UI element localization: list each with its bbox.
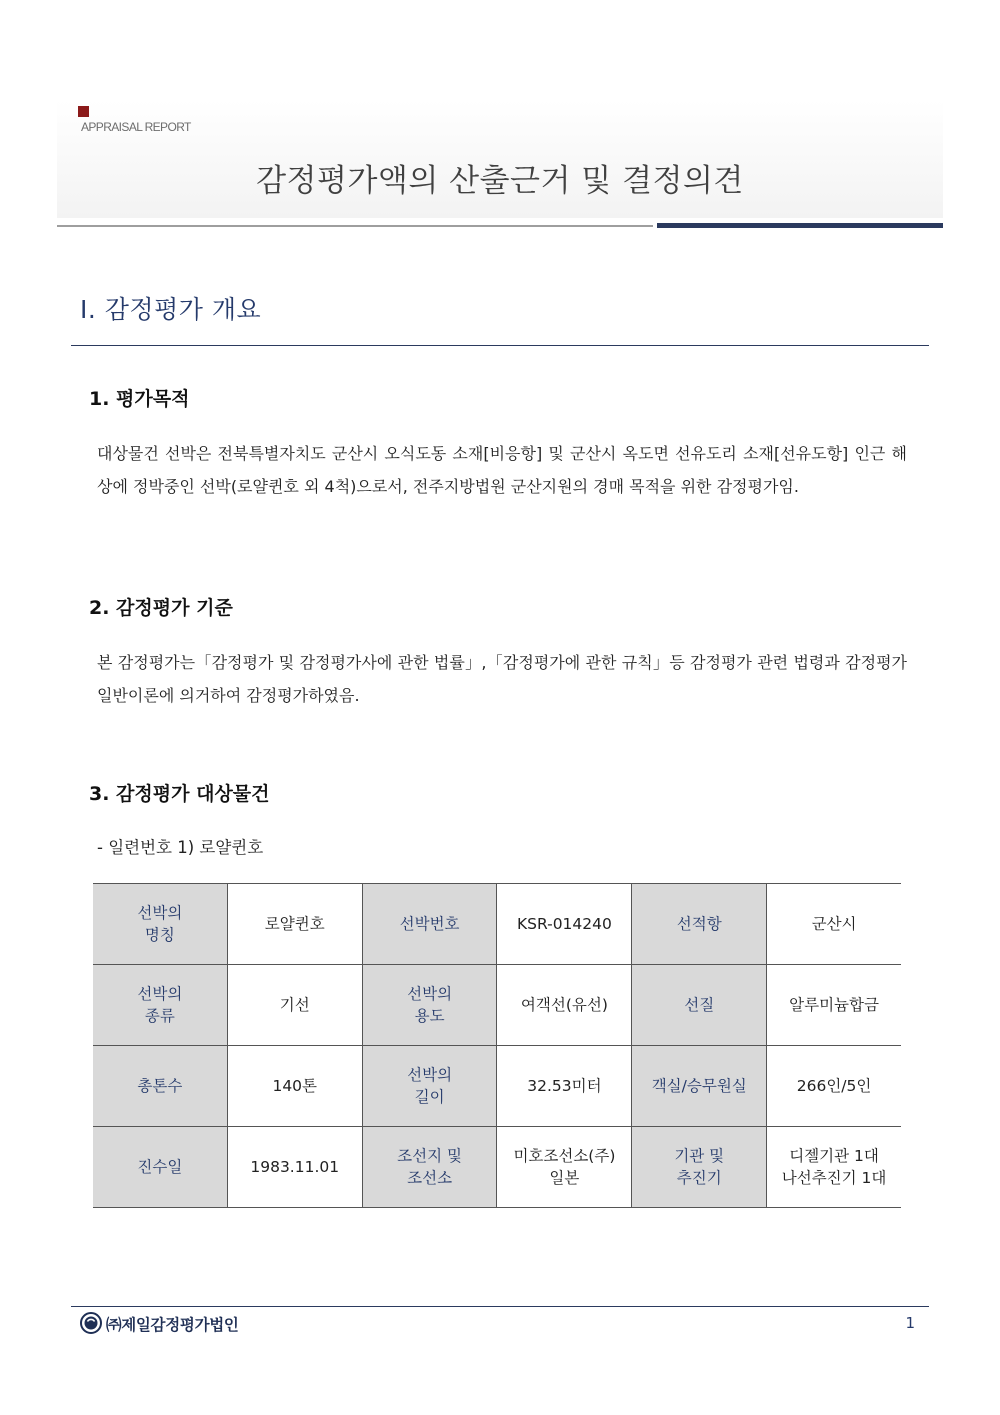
vessel-spec-table [93,883,901,1208]
subsection-heading-purpose: 1. 평가목적 [89,388,190,410]
table-label-cell: 조선지 및 조선소 [362,1127,497,1208]
section-title: I. 감정평가 개요 [80,295,262,324]
table-value-cell: 266인/5인 [767,1046,901,1127]
purpose-paragraph: 대상물건 선박은 전북특별자치도 군산시 오식도동 소재[비응항] 및 군산시 옥도면 선유도리 소재[선유도항] 인근 해상에 정박중인 선박(로얄퀸호 외 4척)으로서, 전주지방법원 군산지원의 경매 목적을 위한 감정평가임. [97,444,907,496]
table-label-cell: 선적항 [632,884,767,965]
table-value-cell: 기선 [227,965,362,1046]
table-label-cell: 선질 [632,965,767,1046]
section-divider [71,345,929,346]
serial-number-line: - 일련번호 1) 로얄퀸호 [97,838,264,857]
header-divider-gray [57,225,653,227]
table-value-cell: 군산시 [767,884,901,965]
table-value-cell: 로얄퀸호 [227,884,362,965]
subsection-heading-standard: 2. 감정평가 기준 [89,597,233,619]
table-label-cell: 기관 및 추진기 [632,1127,767,1208]
document-title: 감정평가액의 산출근거 및 결정의견 [256,163,744,199]
table-label-cell: 선박의 명칭 [93,884,227,965]
table-value-cell: 미호조선소(주) 일본 [497,1127,632,1208]
table-label-cell: 총톤수 [93,1046,227,1127]
table-row [93,1046,901,1127]
footer-divider [71,1306,929,1307]
table-value-cell: 알루미늄합금 [767,965,901,1046]
footer-company-name: ㈜제일감정평가법인 [106,1316,239,1334]
table-label-cell: 선박의 용도 [362,965,497,1046]
table-value-cell: 1983.11.01 [227,1127,362,1208]
table-value-cell: 디젤기관 1대 나선추진기 1대 [767,1127,901,1208]
report-tag-marker [78,106,89,117]
company-logo-icon [80,1312,102,1334]
table-value-cell: 32.53미터 [497,1046,632,1127]
standard-paragraph: 본 감정평가는「감정평가 및 감정평가사에 관한 법률」,「감정평가에 관한 규칙」등 감정평가 관련 법령과 감정평가 일반이론에 의거하여 감정평가하였음. [97,653,907,705]
header-divider-navy [657,223,943,228]
table-label-cell: 선박번호 [362,884,497,965]
report-tag: APPRAISAL REPORT [81,120,191,134]
table-value-cell: 여객선(유선) [497,965,632,1046]
table-value-cell: 140톤 [227,1046,362,1127]
table-label-cell: 객실/승무원실 [632,1046,767,1127]
table-label-cell: 진수일 [93,1127,227,1208]
table-row [93,965,901,1046]
table-label-cell: 선박의 종류 [93,965,227,1046]
page-number: 1 [905,1314,915,1332]
table-value-cell: KSR-014240 [497,884,632,965]
table-label-cell: 선박의 길이 [362,1046,497,1127]
subsection-heading-target: 3. 감정평가 대상물건 [89,783,270,805]
table-row [93,1127,901,1208]
table-row [93,884,901,965]
